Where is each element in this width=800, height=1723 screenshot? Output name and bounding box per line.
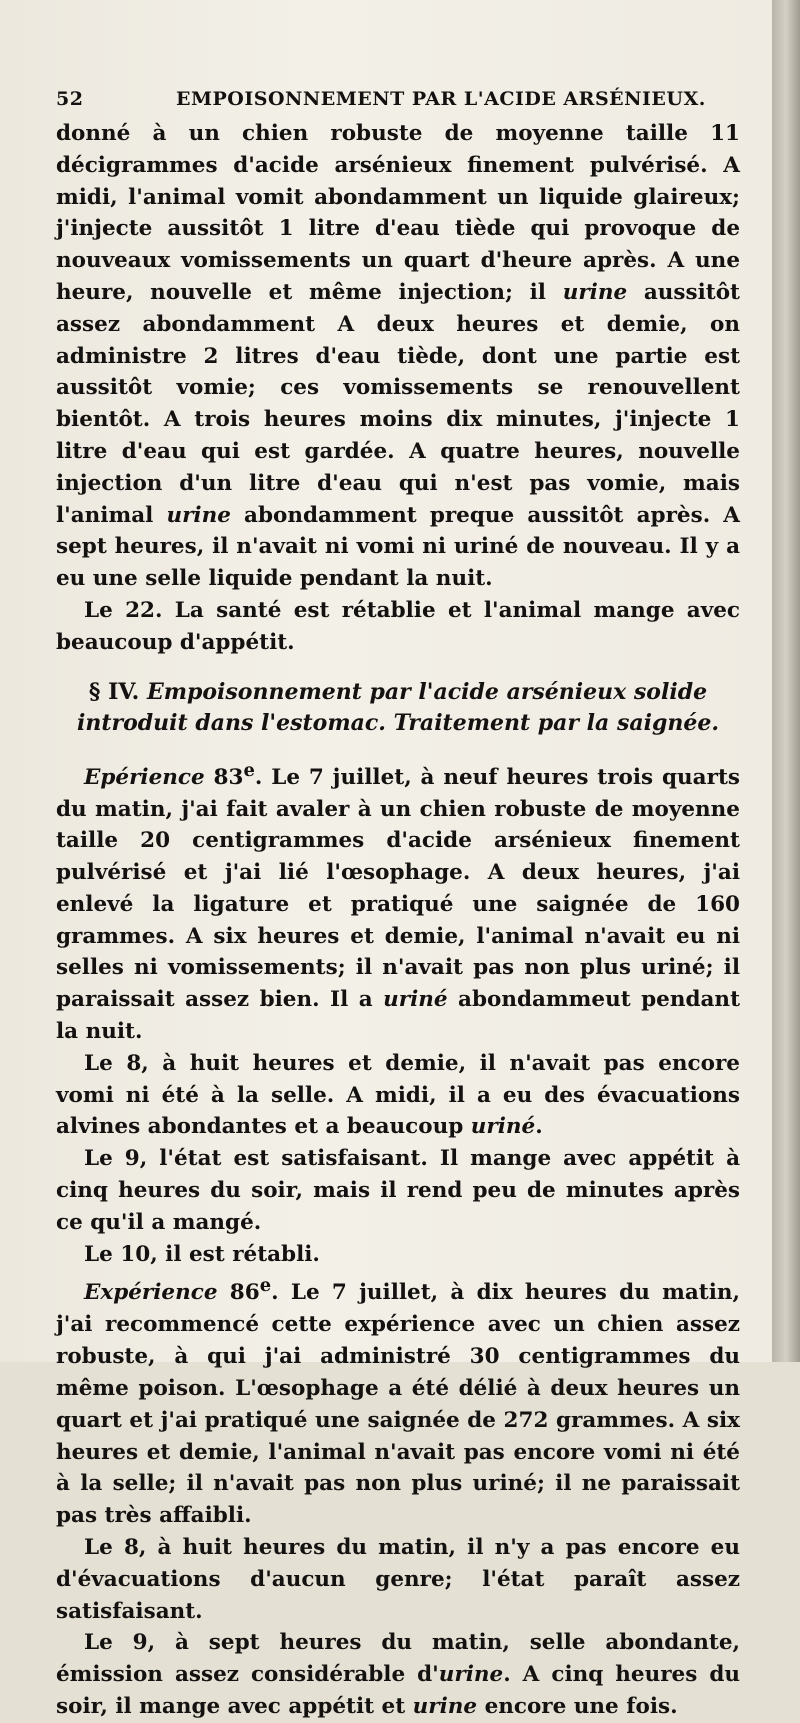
experiment-paragraph: Expérience 86e. Le 7 juillet, à dix heures du matin, j'ai recommencé cette expérience avec un chien assez robuste, à qui j'ai administré 30 centigrammes du même poison. L'œsophage a été délié à deux heures un quart et j'ai pratiqué une saignée de 272 grammes. A six heures et demie, l'animal n'avait pas encore vomi ni été à la selle; il n'avait pas non plus uriné; il ne paraissait pas très affaibli. xyxy=(56,1275,740,1529)
paragraph: Le 8, à huit heures et demie, il n'avait pas encore vomi ni été à la selle. A midi, il a eu des évacuations alvines abondantes et a beaucoup uriné. xyxy=(56,1050,740,1140)
experiment-label: Expérience xyxy=(84,1280,218,1306)
paragraph-continued: donné à un chien robuste de moyenne taille 11 décigrammes d'acide arsénieux finement pulvérisé. A midi, l'animal vomit abondamment un liquide glaireux; j'injecte aussitôt 1 litre d'eau tiède qui provoque de nouveaux vomissements un quart d'heure après. A une heure, nouvelle et même injection; il urine aussitôt assez abondamment A deux heures et demie, on administre 2 litres d'eau tiède, dont une partie est aussitôt vomie; ces vomissements se renouvellent bientôt. A trois heures moins dix minutes, j'injecte 1 litre d'eau qui est gardée. A quatre heures, nouvelle injection d'un litre d'eau qui n'est pas vomie, mais l'animal urine abondamment preque aussitôt après. A sept heures, il n'avait ni vomi ni uriné de nouveau. Il y a eu une selle liquide pendant la nuit. xyxy=(56,121,740,592)
paragraph: Le 9, à sept heures du matin, selle abondante, émission assez considérable d'urine. A cinq heures du soir, il mange avec appétit et urine encore une fois. xyxy=(56,1630,740,1719)
section-heading xyxy=(56,677,740,739)
running-title: EMPOISONNEMENT PAR L'ACIDE ARSÉNIEUX. xyxy=(176,88,706,110)
section-number: § IV. xyxy=(88,678,140,705)
emphasis: uriné xyxy=(383,987,448,1013)
experiment-paragraph: Epérience 83e. Le 7 juillet, à neuf heures trois quarts du matin, j'ai fait avaler à un chien robuste de moyenne taille 20 centigrammes d'acide arsénieux finement pulvérisé et j'ai lié l'œsophage. A deux heures, j'ai enlevé la ligature et pratiqué une saignée de 160 grammes. A six heures et demie, l'animal n'avait eu ni selles ni vomissements; il n'avait pas non plus uriné; il paraissait assez bien. Il a uriné abondammeut pendant la nuit. xyxy=(56,759,740,1045)
paragraph: Le 8, à huit heures du matin, il n'y a pas encore eu d'évacuations d'aucun genre; l'état paraît assez satisfaisant. xyxy=(56,1534,740,1624)
emphasis: urine xyxy=(438,1662,504,1688)
emphasis: urine xyxy=(166,502,231,528)
emphasis: urine xyxy=(562,279,628,305)
page-header xyxy=(56,84,740,118)
emphasis: urine xyxy=(412,1693,478,1719)
paragraph: Le 22. La santé est rétablie et l'animal mange avec beaucoup d'appétit. xyxy=(56,597,740,655)
experiment-label: Epérience xyxy=(84,764,205,790)
section-title: Empoisonnement par l'acide arsénieux solide introduit dans l'estomac. Traitement par la saignée. xyxy=(77,678,719,736)
page-number: 52 xyxy=(56,88,84,110)
emphasis: uriné xyxy=(470,1114,536,1140)
page-text xyxy=(56,84,740,1723)
paragraph: Le 10, il est rétabli. xyxy=(84,1241,320,1267)
page-edge xyxy=(772,0,800,1362)
paragraph: Le 9, l'état est satisfaisant. Il mange avec appétit à cinq heures du soir, mais il rend peu de minutes après ce qu'il a mangé. xyxy=(56,1146,740,1235)
